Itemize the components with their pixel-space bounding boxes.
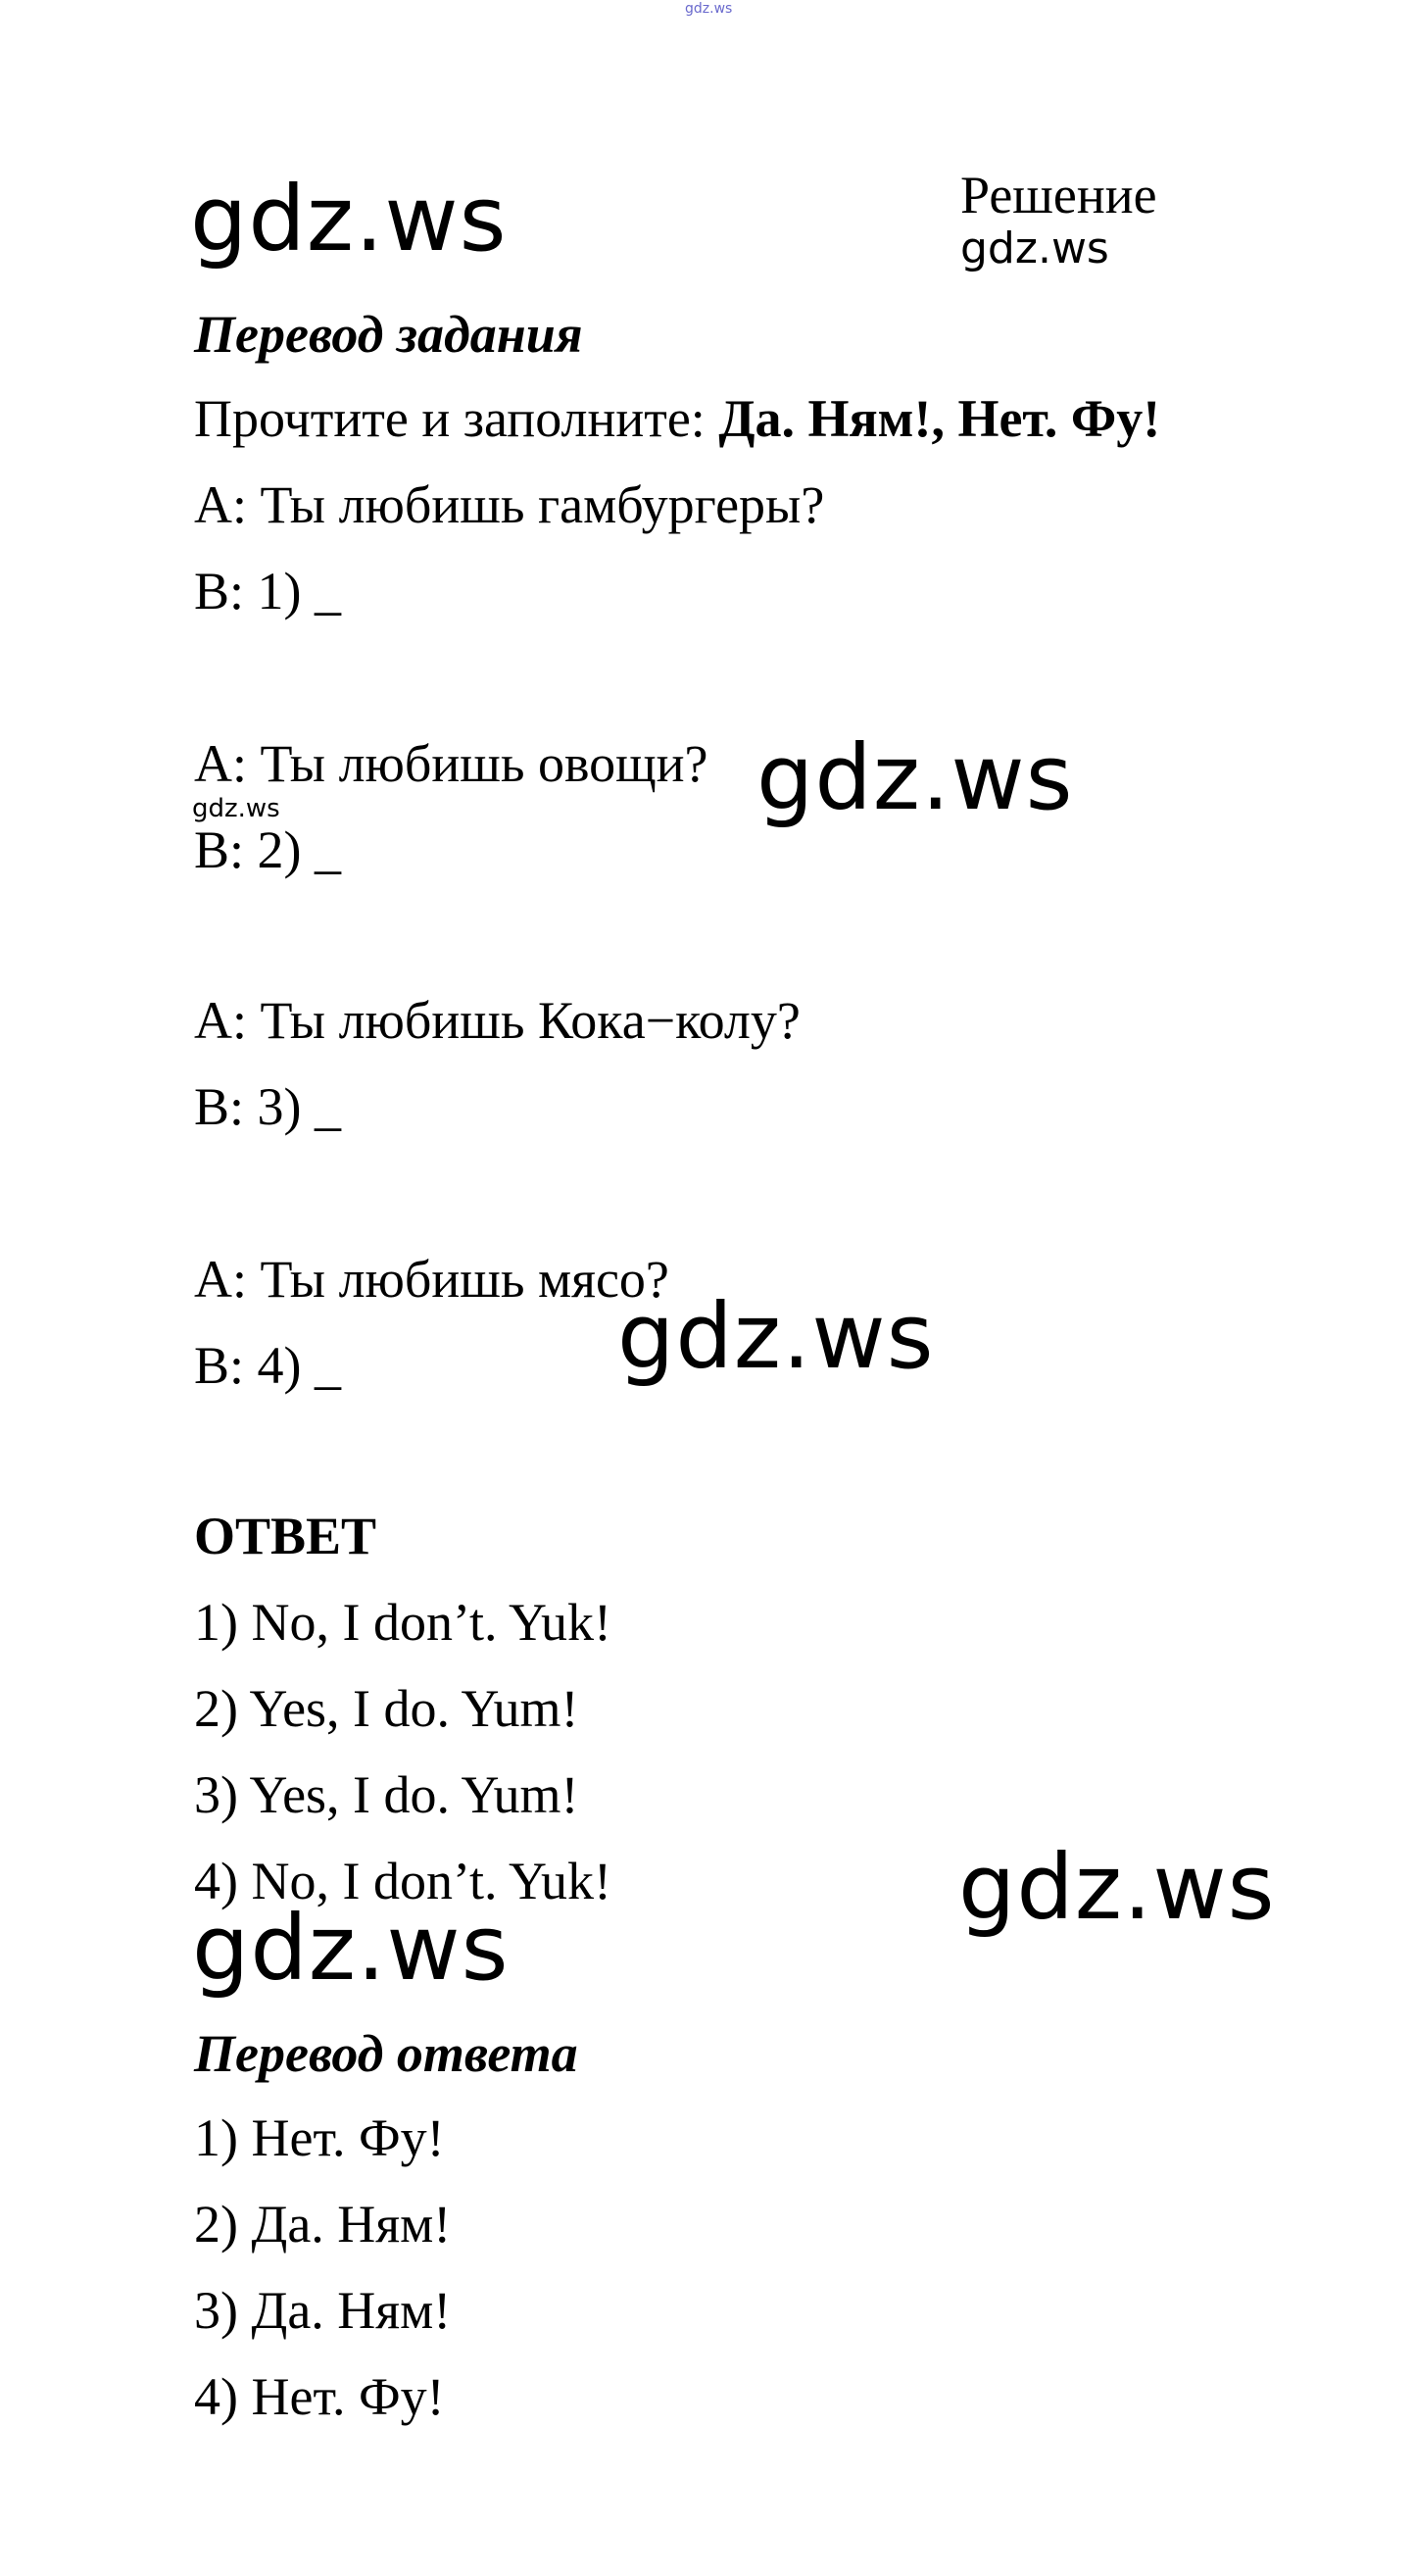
dialog-question: A: Ты любишь гамбургеры?	[194, 475, 825, 534]
dialog-answer-blank: B: 1) _	[194, 562, 342, 620]
watermark-logo: gdz.ws	[617, 1284, 935, 1389]
watermark-logo: gdz.ws	[756, 725, 1074, 830]
answer-item: 3) Yes, I do. Yum!	[194, 1765, 579, 1824]
translation-item: 1) Нет. Фу!	[194, 2108, 445, 2167]
task-instruction	[194, 389, 1161, 448]
dialog-answer-blank: B: 2) _	[194, 820, 342, 879]
answer-item: 4) No, I don’t. Yuk!	[194, 1852, 611, 1910]
translation-heading: Перевод ответа	[194, 2024, 578, 2083]
dialog-question: A: Ты любишь мясо?	[194, 1250, 669, 1309]
watermark-under-solution: gdz.ws	[960, 223, 1109, 273]
instruction-options: Да. Ням!, Нет. Фу!	[718, 389, 1161, 448]
answer-item: 2) Yes, I do. Yum!	[194, 1679, 579, 1738]
translation-item: 4) Нет. Фу!	[194, 2367, 445, 2426]
answer-item: 1) No, I don’t. Yuk!	[194, 1593, 611, 1652]
solution-label: Решение	[960, 166, 1157, 224]
dialog-question: A: Ты любишь овощи?	[194, 734, 708, 793]
dialog-question: A: Ты любишь Кока−колу?	[194, 991, 801, 1050]
watermark-logo: gdz.ws	[192, 1896, 510, 2001]
watermark-small: gdz.ws	[192, 794, 280, 823]
translation-item: 3) Да. Ням!	[194, 2281, 452, 2340]
translation-item: 2) Да. Ням!	[194, 2195, 452, 2254]
task-heading: Перевод задания	[194, 305, 583, 364]
watermark-logo: gdz.ws	[190, 167, 508, 272]
answer-heading: ОТВЕТ	[194, 1507, 377, 1565]
instruction-text: Прочтите и заполните:	[194, 389, 719, 448]
watermark-top: gdz.ws	[685, 1, 733, 17]
dialog-answer-blank: B: 3) _	[194, 1077, 342, 1136]
dialog-answer-blank: B: 4) _	[194, 1336, 342, 1395]
watermark-logo: gdz.ws	[958, 1835, 1276, 1940]
